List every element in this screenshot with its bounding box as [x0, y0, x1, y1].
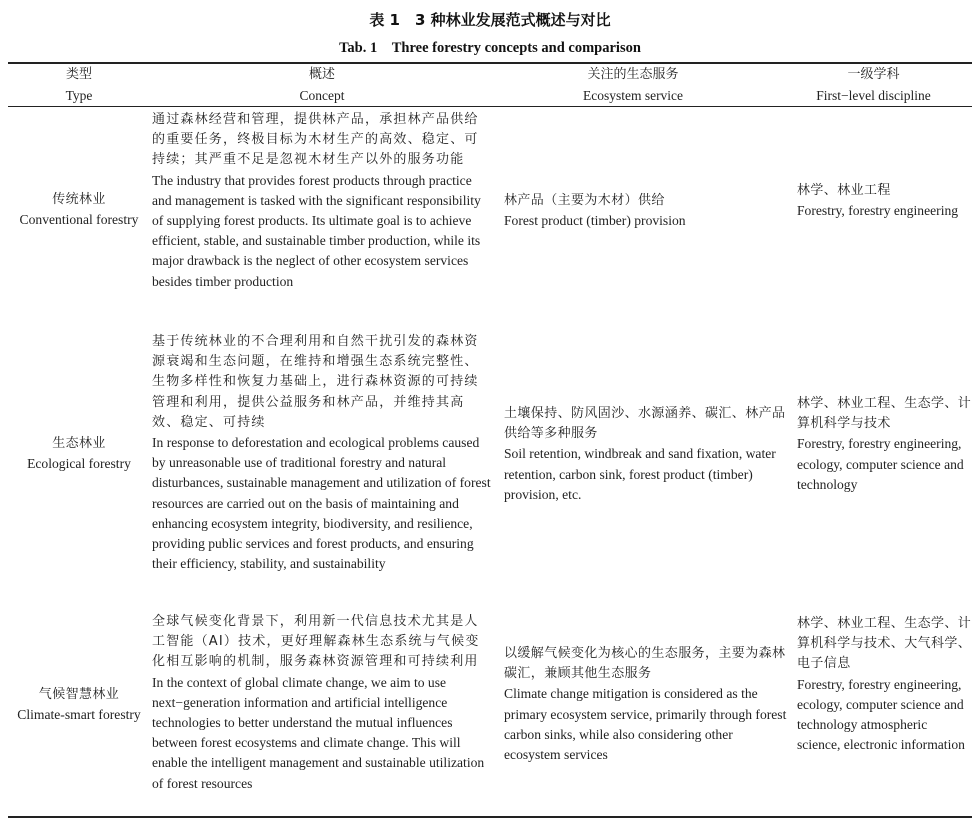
row3-concept-en: In the context of global climate change, we aim to use next−generation information and artificial intelligence technologies to better understand the mutual influences between forest ecosystems and climate change. This will enable the intelligent management and sustainable utilization of forest resources — [152, 674, 485, 791]
row3-discipline-cn: 林学、林业工程、生态学、计算机科学与技术、大气科学、电子信息 — [797, 616, 972, 672]
row2-service-cn: 土壤保持、防风固沙、水源涵养、碳汇、林产品供给等多种服务 — [504, 406, 786, 442]
header-service-en: Ecosystem service — [582, 88, 684, 103]
row3-service-en: Climate change mitigation is considered as the primary ecosystem service, primarily through forest carbon sinks, while also considering other ecosystem services — [504, 686, 787, 763]
row1-type-en: Conventional forestry — [19, 212, 139, 228]
row2-discipline-en: Forestry, forestry engineering, ecology, computer science and technology — [797, 436, 964, 492]
row1-discipline — [797, 181, 972, 221]
header-concept-cn: 概述 — [308, 67, 335, 82]
header-service — [504, 64, 762, 106]
header-type-cn: 类型 — [65, 67, 92, 82]
header-type-en: Type — [65, 88, 93, 103]
row2-service-en: Soil retention, windbreak and sand fixation, water retention, carbon sink, forest product (timber) provision, etc. — [504, 446, 776, 502]
row2-type — [8, 434, 150, 474]
header-type — [8, 64, 150, 106]
row2-concept-en: In response to deforestation and ecological problems caused by unreasonable use of traditional forestry and natural disturbances, sustainable management and utilization of forest resources are carried out on the basis of maintaining and enhancing ecosystem integrity, biodiversity, and resilience, providing public services and forest products, and ensuring their efficiency, stability, and sustainability — [152, 435, 491, 572]
bottom-rule — [8, 816, 972, 818]
row1-concept-en: The industry that provides forest products through practice and management is tasked with the significant responsibility of supplying forest products. Its ultimate goal is to achieve efficient, stable, and sustainable timber production, while its major drawback is the neglect of other ecosystem services besides timber production — [152, 172, 481, 289]
table-caption-cn: 表 1 3 种林业发展范式概述与对比 — [369, 11, 611, 29]
row3-service-cn: 以缓解气候变化为核心的生态服务，主要为森林碳汇，兼顾其他生态服务 — [504, 646, 786, 682]
row1-type-cn: 传统林业 — [52, 192, 106, 207]
row3-discipline — [797, 614, 972, 755]
row3-service — [504, 644, 788, 765]
row3-type — [8, 685, 150, 725]
row1-service-en: Forest product (timber) provision — [504, 213, 686, 229]
row1-service — [504, 191, 788, 231]
row2-discipline-cn: 林学、林业工程、生态学、计算机科学与技术 — [797, 396, 972, 432]
row2-concept — [152, 332, 492, 574]
row1-discipline-cn: 林学、林业工程 — [797, 183, 891, 198]
header-service-cn: 关注的生态服务 — [587, 67, 679, 82]
header-rule — [8, 106, 972, 107]
row3-concept-cn: 全球气候变化背景下，利用新一代信息技术尤其是人工智能（AI）技术，更好理解森林生态系统与气候变化相互影响的机制，服务森林资源管理和可持续利用 — [152, 614, 480, 670]
row3-type-cn: 气候智慧林业 — [38, 687, 120, 702]
header-discipline-en: First−level discipline — [816, 88, 931, 103]
row1-concept — [152, 110, 492, 292]
row2-type-cn: 生态林业 — [52, 436, 106, 451]
row3-type-en: Climate-smart forestry — [17, 707, 141, 723]
header-concept-en: Concept — [299, 88, 345, 103]
header-discipline-cn: 一级学科 — [847, 67, 900, 82]
row3-concept — [152, 612, 492, 794]
row1-discipline-en: Forestry, forestry engineering — [797, 203, 959, 219]
table-caption-en: Tab. 1 Three forestry concepts and comparison — [339, 40, 641, 56]
row2-concept-cn: 基于传统林业的不合理利用和自然干扰引发的森林资源衰竭和生态问题，在维持和增强生态系统完整性、生物多样性和恢复力基础上，进行森林资源的可持续管理和利用，提供公益服务和林产品，并维持其高效、稳定、可持续 — [152, 334, 479, 430]
row2-discipline — [797, 394, 972, 495]
header-concept — [152, 64, 492, 106]
row1-concept-cn: 通过森林经营和管理，提供林产品，承担林产品供给的重要任务，终极目标为木材生产的高效、稳定、可持续；其严重不足是忽视木材生产以外的服务功能 — [152, 112, 479, 168]
row3-discipline-en: Forestry, forestry engineering, ecology, computer science and technology atmospheric science, electronic information — [797, 676, 965, 753]
row1-type — [8, 190, 150, 230]
row2-service — [504, 404, 788, 505]
row2-type-en: Ecological forestry — [27, 456, 131, 472]
row1-service-cn: 林产品（主要为木材）供给 — [504, 193, 665, 208]
header-discipline — [786, 64, 961, 106]
